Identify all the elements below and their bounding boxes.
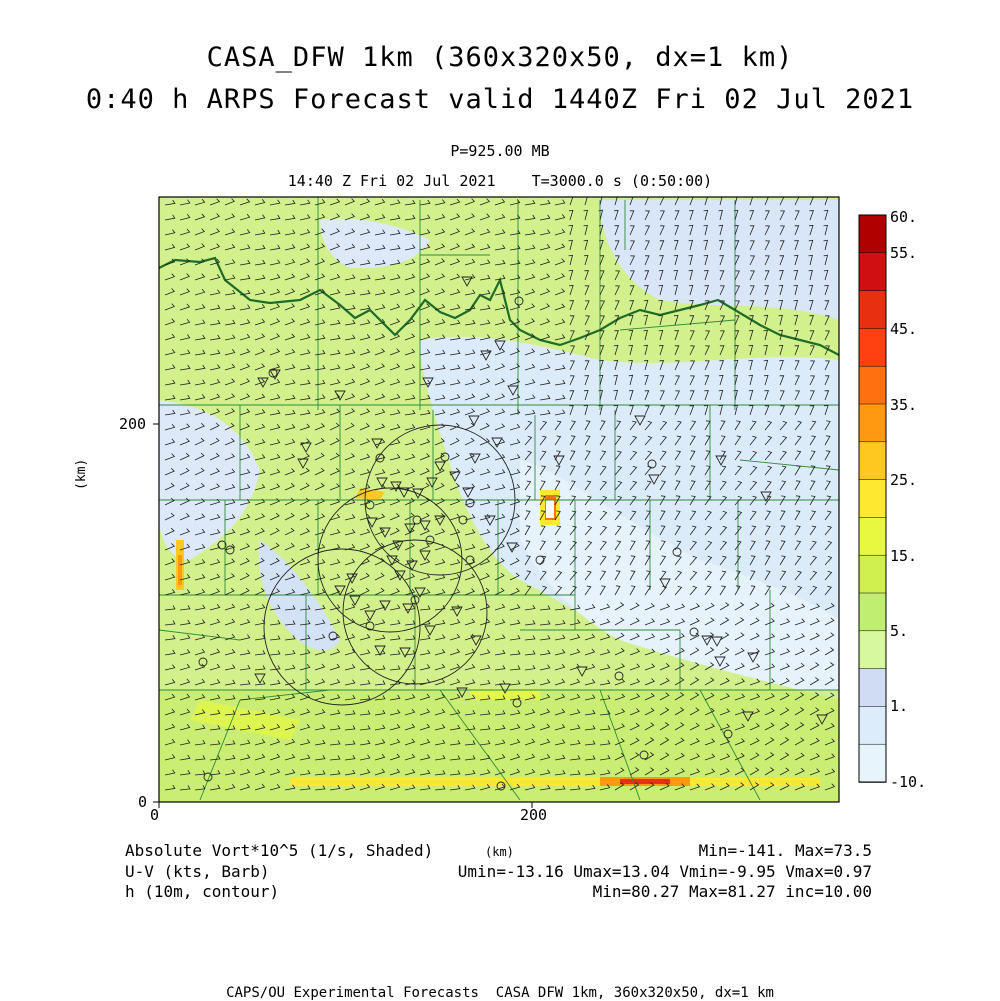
plot-forecast-title: 0:40 h ARPS Forecast valid 1440Z Fri 02 Jul 2021	[85, 84, 915, 115]
colorbar-segment	[859, 404, 886, 442]
cbar-label-neg10: -10.	[890, 773, 927, 791]
colorbar-segment	[859, 669, 886, 707]
cbar-label-5: 5.	[890, 622, 909, 640]
colorbar-segment	[859, 215, 886, 253]
valid-time: 14:40 Z Fri 02 Jul 2021 T=3000.0 s (0:50:00)	[287, 172, 713, 190]
wind-legend: U-V (kts, Barb)	[125, 862, 270, 881]
vorticity-field	[159, 197, 839, 802]
colorbar-segment	[859, 555, 886, 593]
x-tick-0: 0	[150, 806, 160, 824]
colorbar-segment	[859, 744, 886, 782]
cbar-label-60: 60.	[890, 208, 918, 226]
vort-stats: Min=-141. Max=73.5	[698, 841, 872, 860]
colorbar-segment	[859, 366, 886, 404]
x-tick-200: 200	[520, 806, 548, 824]
cbar-label-25: 25.	[890, 471, 918, 489]
colorbar-segment	[859, 328, 886, 366]
height-legend: h (10m, contour)	[125, 882, 280, 901]
cbar-label-45: 45.	[890, 320, 918, 338]
colorbar-segment	[859, 593, 886, 631]
cbar-label-15: 15.	[890, 547, 918, 565]
colorbar-segment	[859, 517, 886, 555]
height-stats: Min=80.27 Max=81.27 inc=10.00	[592, 882, 872, 901]
y-axis-label: (km)	[74, 458, 89, 490]
y-tick-0: 0	[138, 793, 148, 811]
colorbar	[859, 215, 886, 783]
colorbar-segment	[859, 253, 886, 291]
vort-legend: Absolute Vort*10^5 (1/s, Shaded)	[125, 841, 434, 860]
colorbar-segment	[859, 706, 886, 744]
cbar-label-35: 35.	[890, 396, 918, 414]
colorbar-segment	[859, 631, 886, 669]
colorbar-segment	[859, 480, 886, 518]
cbar-label-1: 1.	[890, 697, 909, 715]
x-axis-label: (km)	[485, 845, 514, 859]
colorbar-segment	[859, 291, 886, 329]
pressure-level: P=925.00 MB	[450, 142, 550, 160]
y-tick-200: 200	[119, 415, 147, 433]
colorbar-segment	[859, 442, 886, 480]
footer-credit: CAPS/OU Experimental Forecasts CASA DFW 1km, 360x320x50, dx=1 km	[226, 985, 774, 1001]
cbar-label-55: 55.	[890, 244, 918, 262]
wind-stats: Umin=-13.16 Umax=13.04 Vmin=-9.95 Vmax=0.97	[457, 862, 872, 881]
plot-title: CASA_DFW 1km (360x320x50, dx=1 km)	[206, 42, 794, 73]
